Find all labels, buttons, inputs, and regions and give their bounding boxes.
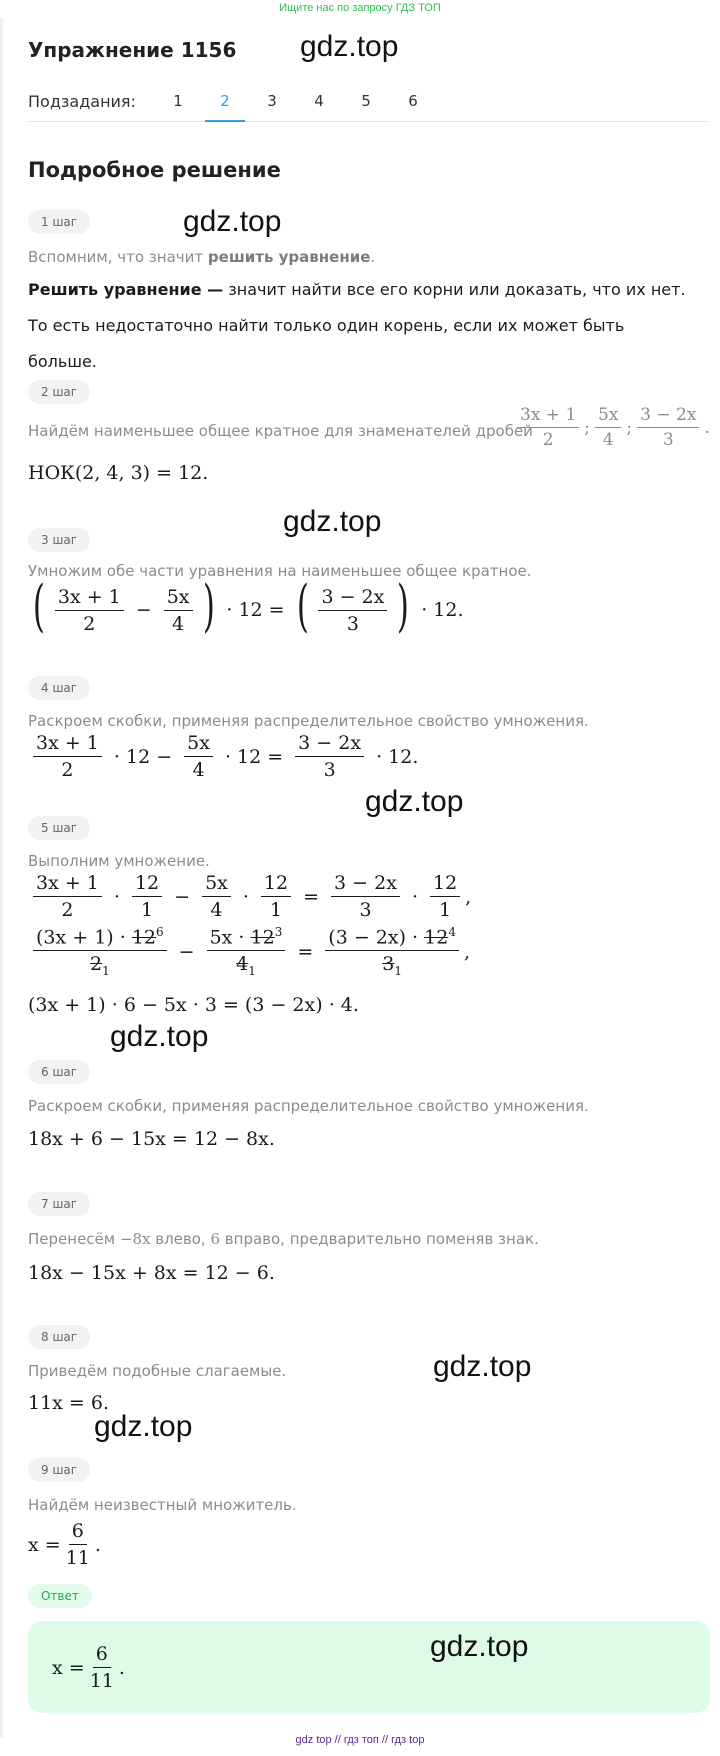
- step-note: [28, 248, 375, 266]
- left-divider: [0, 18, 3, 1738]
- solution-lhs: x =: [28, 1533, 61, 1556]
- fractions-list: $\frac{3x + 1}{2}$ ; $\frac{5x}{4}$ ; $\frac{3 - 2x}{3}$ .: [512, 405, 710, 450]
- step-note: Выполним умножение.: [28, 852, 210, 870]
- watermark: gdz.top: [94, 1410, 193, 1443]
- tab-subtask-4[interactable]: 4: [314, 92, 324, 110]
- watermark: gdz.top: [430, 1630, 529, 1663]
- solution-heading: Подробное решение: [28, 158, 281, 182]
- note-text: .: [370, 248, 376, 266]
- watermark: gdz.top: [433, 1350, 532, 1383]
- step-note: Найдём неизвестный множитель.: [28, 1496, 297, 1514]
- equation-result: (3x + 1) · 6 − 5x · 3 = (3 − 2x) · 4.: [28, 994, 359, 1016]
- step-note: [28, 1230, 539, 1248]
- tab-subtask-3[interactable]: 3: [267, 92, 277, 110]
- definition-body: значит найти все его корни или доказать, что их нет. То есть недостаточно найти только один корень, если их может быть больше.: [28, 280, 686, 371]
- equation: $\frac{3x + 1}{2}$ · $\frac{12}{1}$ − $\frac{5x}{4}$ · $\frac{12}{1}$ = $\frac{3 - 2x}{3}$ · $\frac{12}{1}$ ,: [28, 872, 471, 921]
- definition-text: [28, 272, 698, 380]
- top-banner-link[interactable]: Ищите нас по запросу ГДЗ ТОП: [279, 2, 441, 14]
- equation-result: 18x + 6 − 15x = 12 − 8x.: [28, 1128, 275, 1150]
- watermark: gdz.top: [110, 1020, 209, 1053]
- watermark: gdz.top: [183, 205, 282, 238]
- note-bold: решить уравнение: [207, 248, 371, 266]
- equation-result: 11x = 6.: [28, 1392, 110, 1414]
- answer-denominator: 11: [89, 1670, 114, 1692]
- tab-subtask-2[interactable]: 2: [205, 92, 245, 122]
- step-badge-9: 9 шаг: [28, 1458, 90, 1482]
- watermark: gdz.top: [365, 785, 464, 818]
- subtasks-label: Подзадания:: [28, 92, 136, 111]
- note-term: −8x: [119, 1230, 151, 1248]
- nok-line: НОК(2, 4, 3) = 12.: [28, 462, 209, 484]
- step-badge-1: 1 шаг: [28, 210, 90, 234]
- note-text: Перенесём: [28, 1230, 116, 1248]
- step-note: Приведём подобные слагаемые.: [28, 1362, 287, 1380]
- equation-cancelled: $\frac{(3x + 1) \cdot 12^6}{2_1}$ − $\frac{5x \cdot 12^3}{4_1}$ = $\frac{(3 - 2x) \cdot 12^4}{3_1}$ ,: [28, 925, 470, 978]
- step-badge-2: 2 шаг: [28, 380, 90, 404]
- equation: $\frac{3x + 1}{2}$ · 12 − $\frac{5x}{4}$ · 12 = $\frac{3 - 2x}{3}$ · 12.: [28, 732, 425, 781]
- step-badge-3: 3 шаг: [28, 528, 90, 552]
- answer-badge: Ответ: [28, 1584, 92, 1608]
- note-text: влево,: [155, 1230, 206, 1248]
- definition-bold: Решить уравнение —: [28, 280, 224, 299]
- step-note: Раскроем скобки, применяя распределительное свойство умножения.: [28, 712, 589, 730]
- step-note: Найдём наименьшее общее кратное для знаменателей дробей: [28, 422, 533, 440]
- subtasks-nav: [28, 84, 708, 122]
- step-note: Раскроем скобки, применяя распределительное свойство умножения.: [28, 1097, 589, 1115]
- step-note: Умножим обе части уравнения на наименьшее общее кратное.: [28, 562, 532, 580]
- footer-links[interactable]: gdz top // гдз топ // гдз top: [295, 1734, 425, 1746]
- note-term: 6: [210, 1230, 221, 1248]
- step-badge-8: 8 шаг: [28, 1325, 90, 1349]
- step-badge-5: 5 шаг: [28, 816, 90, 840]
- answer-lhs: x =: [52, 1656, 85, 1679]
- equation-result: 18x − 15x + 8x = 12 − 6.: [28, 1262, 275, 1284]
- note-text: вправо, предварительно поменяв знак.: [224, 1230, 539, 1248]
- equation-solution: x = $\frac{6}{11}$ .: [28, 1520, 101, 1569]
- step-badge-6: 6 шаг: [28, 1060, 90, 1084]
- answer-box: [28, 1621, 710, 1713]
- tab-subtask-6[interactable]: 6: [408, 92, 418, 110]
- tab-subtask-5[interactable]: 5: [361, 92, 371, 110]
- note-text: Вспомним, что значит: [28, 248, 204, 266]
- solution-numerator: 6: [69, 1520, 87, 1545]
- watermark: gdz.top: [300, 30, 399, 63]
- exercise-title: Упражнение 1156: [28, 38, 237, 62]
- step-badge-7: 7 шаг: [28, 1192, 90, 1216]
- answer-numerator: 6: [93, 1643, 111, 1668]
- watermark: gdz.top: [283, 505, 382, 538]
- step-badge-4: 4 шаг: [28, 676, 90, 700]
- solution-denominator: 11: [65, 1547, 90, 1569]
- equation: ( $\frac{3x + 1}{2}$ − $\frac{5x}{4}$ ) · 12 = ( $\frac{3 - 2x}{3}$ ) · 12.: [32, 574, 464, 639]
- tab-subtask-1[interactable]: 1: [173, 92, 183, 110]
- answer-equation: x = $\frac{6}{11}$ .: [52, 1643, 125, 1692]
